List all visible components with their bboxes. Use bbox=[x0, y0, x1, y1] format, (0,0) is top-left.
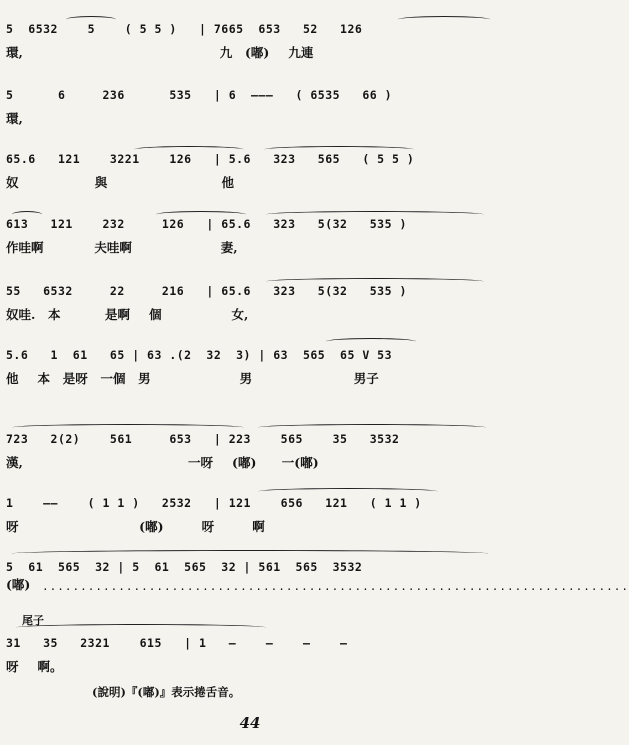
lyrics-line: 奴哇. 本 是啊 個 女, bbox=[6, 307, 249, 322]
notation-line: 55 6532 22 216 | 65.6 323 5(32 535 ) bbox=[6, 284, 407, 298]
notation-line: 723 2(2) 561 653 | 223 565 35 3532 bbox=[6, 432, 400, 446]
notation-line: 5 61 565 32 | 5 61 565 32 | 561 565 3532 bbox=[6, 560, 363, 574]
notation-line: 1 —— ( 1 1 ) 2532 | 121 656 121 ( 1 1 ) bbox=[6, 496, 422, 510]
explanation-note: (說明)『(嘟)』表示捲舌音。 bbox=[92, 685, 241, 699]
notation-line: 65.6 121 3221 126 | 5.6 323 565 ( 5 5 ) bbox=[6, 152, 415, 166]
slur-mark bbox=[258, 488, 438, 495]
slur-mark bbox=[258, 424, 486, 431]
notation-line: 613 121 232 126 | 65.6 323 5(32 535 ) bbox=[6, 217, 407, 231]
lyrics-line: (嘟) bbox=[6, 577, 31, 592]
lyrics-line: 他 本 是呀 一個 男 男 男子 bbox=[6, 371, 379, 386]
notation-line: 31 35 2321 615 | 1 — — — — bbox=[6, 636, 348, 650]
lyrics-line: 作哇啊 夫哇啊 妻, bbox=[6, 240, 238, 255]
lyrics-line: 環, 九 (嘟) 九連 bbox=[6, 45, 314, 60]
slur-mark bbox=[12, 424, 244, 431]
lyrics-line: 奴 與 他 bbox=[6, 175, 235, 190]
slur-mark bbox=[266, 211, 484, 218]
slur-mark bbox=[66, 16, 116, 23]
slur-mark bbox=[266, 278, 484, 285]
ending-label: 尾子 bbox=[22, 614, 44, 627]
lyrics-line: 呀 (嘟) 呀 啊 bbox=[6, 519, 265, 534]
slur-mark bbox=[326, 338, 416, 345]
slur-mark bbox=[398, 16, 490, 23]
page-number: 44 bbox=[239, 714, 261, 732]
dotted-line: ............................................................................. bbox=[42, 580, 629, 593]
slur-mark bbox=[16, 624, 266, 631]
lyrics-line: 呀 啊。 bbox=[6, 659, 63, 674]
notation-line: 5.6 1 61 65 | 63 .(2 32 3) | 63 565 65 V 53 bbox=[6, 348, 393, 362]
slur-mark bbox=[156, 211, 246, 218]
slur-mark bbox=[264, 146, 414, 153]
notation-line: 5 6532 5 ( 5 5 ) | 7665 653 52 126 bbox=[6, 22, 363, 36]
lyrics-line: 環, bbox=[6, 111, 23, 126]
slur-mark bbox=[134, 146, 244, 153]
lyrics-line: 漢, 一呀 (嘟) 一(嘟) bbox=[6, 455, 319, 470]
slur-mark bbox=[12, 211, 42, 218]
notation-line: 5 6 236 535 | 6 ——— ( 6535 66 ) bbox=[6, 88, 393, 102]
